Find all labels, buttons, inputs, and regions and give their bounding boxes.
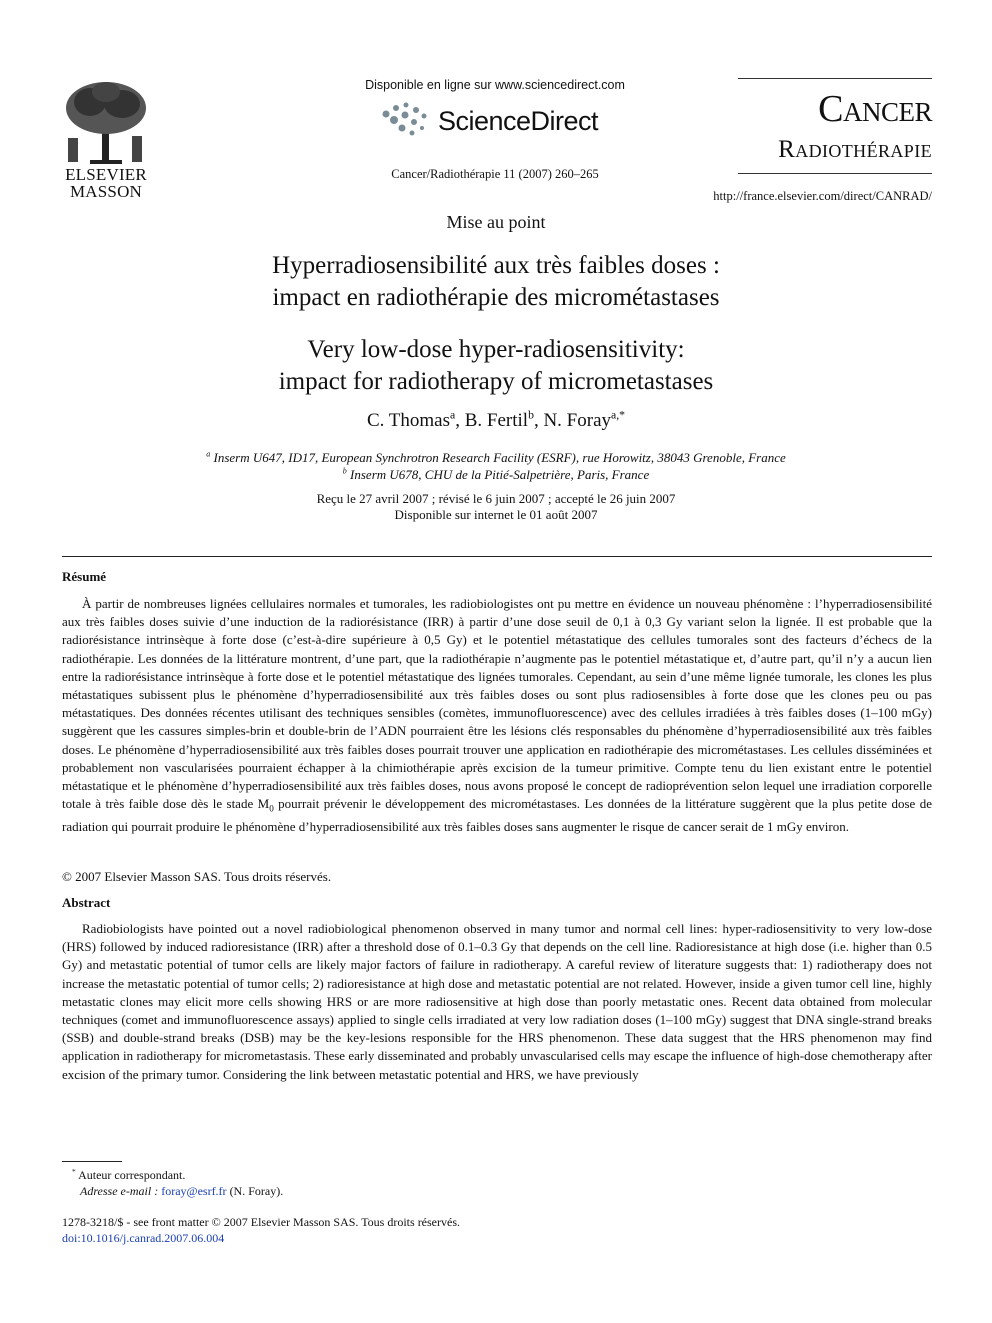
journal-citation: Cancer/Radiothérapie 11 (2007) 260–265 bbox=[391, 167, 599, 181]
header-divider bbox=[62, 556, 932, 557]
abstract-body: Radiobiologists have pointed out a novel radiobiological phenomenon observed in many tumor and normal cell lines: hyper-radiosensitivity to very low-dose (HRS) followed by induced radioresistance (IRR) after a threshold dose of 0.1–0.3 Gy that depends on the cell line. Radioresistance at high dose (i.e. higher than 0.5 Gy) and metastatic potential of tumor cells are likely major factors of failure in radiotherapy. A careful review of literature suggests that: 1) radiotherapy does not increase the metastatic potential of tumor cells; 2) radioresistance at high dose and metastatic potential are not related. However, inside a given tumor cell line, highly metastatic clones may elicit more cells showing HRS or are more radiosensitive at high dose than poorly metastatic ones. Recent data obtained from molecular techniques (comet and immunofluorescence assays) applied to single cells irradiated at very low radiation doses (1–100 mGy) suggest that DNA single-strand breaks (SSB) and double-strand breaks (DSB) may be the key-lesions responsible for the HRS phenomenon. These data suggest that the HRS phenomenon may find application in radiotherapy for micrometastasis. These early disseminated and probably unvascularised cells may escape the influence of high-dose chemotherapy after excision of the primary tumor. Considering the link between metastatic potential and HRS, we have previously bbox=[62, 921, 932, 1082]
footnote-divider bbox=[62, 1161, 122, 1162]
section-type: Mise au point bbox=[446, 212, 546, 232]
front-matter: 1278-3218/$ - see front matter © 2007 Elsevier Masson SAS. Tous droits réservés. bbox=[62, 1215, 460, 1229]
abstract-heading: Abstract bbox=[62, 895, 111, 910]
resume-heading: Résumé bbox=[62, 569, 107, 584]
author[interactable]: B. Fertil$^b$ bbox=[464, 408, 534, 431]
title-english-line-1: Very low-dose hyper-radiosensitivity: bbox=[307, 336, 685, 363]
author-list: C. Thomas$^a$, B. Fertil$^b$, N. Foray$^{a,*}$ bbox=[366, 408, 626, 431]
elsevier-tree-logo bbox=[60, 80, 152, 168]
author[interactable]: N. Foray$^{a,*}$ bbox=[543, 408, 626, 431]
email-note: Adresse e-mail : foray@esrf.fr (N. Foray). bbox=[80, 1184, 284, 1198]
sciencedirect-wordmark: ScienceDirect bbox=[438, 106, 599, 136]
email-link[interactable]: foray@esrf.fr bbox=[161, 1184, 227, 1198]
title-english-line-2: impact for radiotherapy of micrometastases bbox=[278, 368, 714, 395]
publisher-line-1: ELSEVIER bbox=[65, 165, 147, 184]
sciencedirect-dots-icon bbox=[378, 100, 438, 140]
title-french bbox=[60, 250, 932, 314]
title-english bbox=[60, 334, 932, 398]
resume-body: À partir de nombreuses lignées cellulaires normales et tumorales, les radiobiologistes ont pu mettre en évidence un nouveau phénomène : l’hyperradiosensibilité aux très faibles doses suivie d’une induction de la radiorésistance (IRR) à partir d’une dose seuil de 0,1 à 0,3 Gy variant selon la lignée. Il est probable que la radiorésistance intrinsèque à forte dose (c’est-à-dire supérieure à 0,5 Gy) et le potentiel métastatique des cellules tumorales sont des facteurs d’échecs de la radiothérapie. Les données de la littérature montrent, d’une part, que la radiothérapie n’augmente pas le potentiel métastatique et, d’autre part, qu’il n’y a aucun lien entre la radiorésistance intrinsèque à forte dose et le potentiel métastatique des lignées tumorales. Cependant, au sein d’une même lignée tumorale, les clones les plus métastatiques subissent plus le phénomène d’hyperradiosensibilité aux très faibles doses ou sont plus radiosensibles à forte dose que les clones peu ou pas métastatiques. Des données récentes utilisant des techniques sensibles (comètes, immunofluorescence) avec des cellules irradiées à très faibles doses (1–100 mGy) suggèrent que les cassures simples-brin et double-brin de l’ADN pourraient être les lésions clés responsables du phénomène d’hyperradiosensibilité aux très faibles doses. Le phénomène d’hyperradiosensibilité aux très faibles doses pourrait trouver une application en radiothérapie des micrométastases. Les cellules disséminées et probablement non vascularisées pourraient échapper à la chimiothérapie après excision de la tumeur primitive. Compte tenu du lien existant entre le potentiel métastatique et le phénomène d’hyperradiosensibilité aux très faibles doses, nous avons proposé le concept de radioprévention selon lequel une irradiation corporelle totale à très faible dose dès le stade $M_0$ pourrait prévenir le développement des micrométastases. Les données de la littérature suggèrent que la plus petite dose de radiation qui pourrait produire le phénomène d’hyperradiosensibilité aux très faibles doses sans augmenter le risque de cancer serait de 1 mGy environ. bbox=[62, 596, 932, 835]
article-dates bbox=[60, 491, 932, 523]
affiliation: $^a$ Inserm U647, ID17, European Synchrotron Research Facility (ESRF), rue Horowitz, 38043 Grenoble, France bbox=[206, 449, 786, 465]
journal-title-line-2: Radiothérapie bbox=[778, 136, 932, 163]
publisher-name bbox=[60, 166, 152, 200]
sciencedirect-availability[interactable]: Disponible en ligne sur www.sciencedirect.com bbox=[365, 78, 625, 92]
title-french-line-1: Hyperradiosensibilité aux très faibles doses : bbox=[272, 252, 720, 279]
doi-link[interactable]: doi:10.1016/j.canrad.2007.06.004 bbox=[62, 1231, 225, 1245]
resume-copyright: © 2007 Elsevier Masson SAS. Tous droits réservés. bbox=[62, 869, 332, 884]
affiliation: $^b$ Inserm U678, CHU de la Pitié-Salpetrière, Paris, France bbox=[342, 466, 650, 482]
journal-title-line-1: Cancer bbox=[818, 88, 932, 130]
author[interactable]: C. Thomas$^a$ bbox=[366, 408, 456, 431]
dates-online: Disponible sur internet le 01 août 2007 bbox=[394, 507, 598, 522]
journal-url[interactable]: http://france.elsevier.com/direct/CANRAD/ bbox=[713, 189, 932, 203]
title-french-line-2: impact en radiothérapie des micrométastases bbox=[272, 284, 720, 311]
publisher-line-2: MASSON bbox=[69, 182, 143, 201]
dates-received: Reçu le 27 avril 2007 ; révisé le 6 juin 2007 ; accepté le 26 juin 2007 bbox=[316, 491, 676, 506]
corresponding-author-note: * Auteur correspondant. bbox=[72, 1167, 186, 1182]
